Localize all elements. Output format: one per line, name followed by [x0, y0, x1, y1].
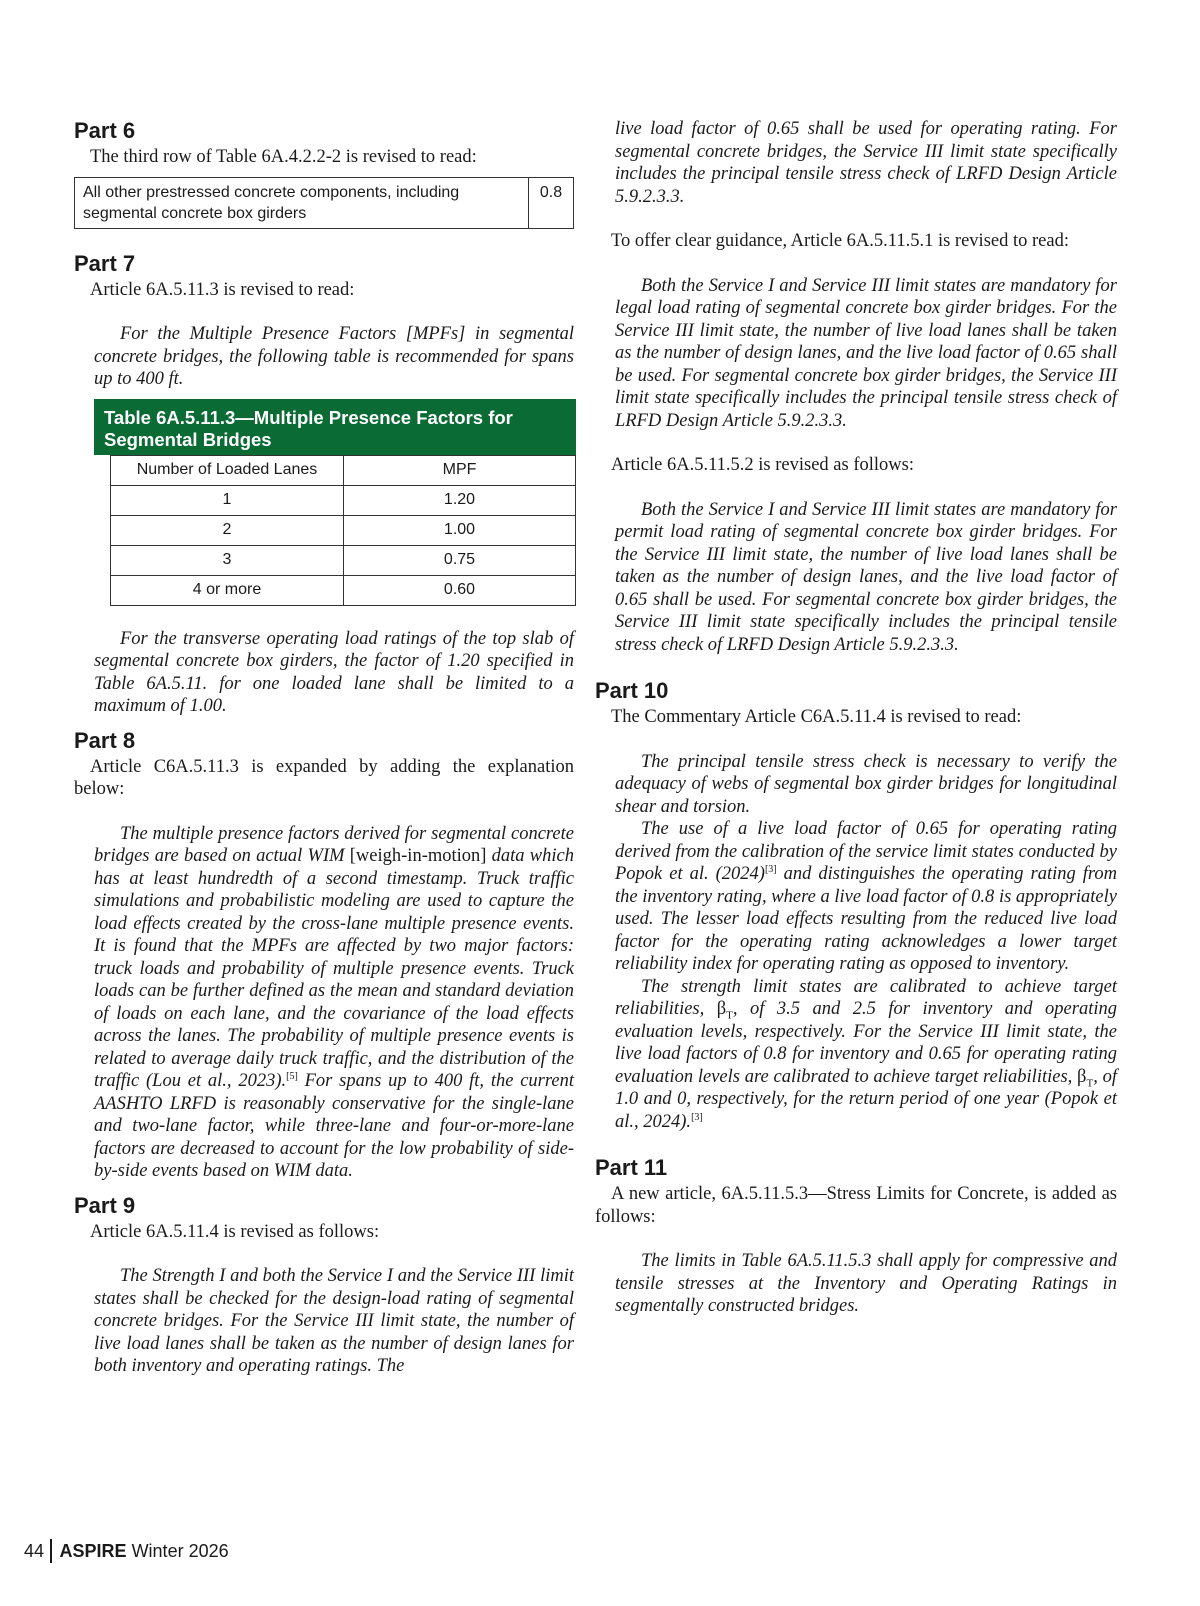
part10-intro: The Commentary Article C6A.5.11.4 is revised to read: — [611, 707, 1022, 727]
quote-text: The Strength I and both the Service I and the Service III limit states shall be checked for the design-load rating of segmental concrete bridges. For the Service III limit state, the number of live load lanes shall be taken as the number of design lanes for both inventory and operating ratings. The — [94, 1266, 574, 1376]
table-header-cell: MPF — [344, 455, 576, 485]
quote-text: data which has at least hundredth of a second timestamp. Truck traffic simulations and probabilistic modeling are used to capture the load effects created by the cross-lane multiple presence events. It is found that the MPFs are affected by two major factors: truck loads and probability of multiple presence events. Truck loads can be further defined as the mean and standard deviation of loads on each lane, and the covariance of the load effects across the lanes. The probability of multiple presence events is related to average daily truck traffic, and the distribution of the traffic (Lou et al., 2023). — [94, 846, 574, 1091]
part7-quote2 — [74, 628, 574, 718]
quote-text: Both the Service I and Service III limit states are mandatory for permit load rating of segmental concrete box girder bridges. For the Service III limit state, the number of live load lanes shall be taken as the number of design lanes, and the live load factor of 0.65 shall be used. For segmental concrete box girder bridges, the Service III limit state specifically includes the principal tensile stress check of LRFD Design Article 5.9.2.3.3. — [615, 499, 1117, 655]
part6-heading: Part 6 — [74, 118, 136, 143]
table-cell: 3 — [111, 545, 344, 575]
part10-commentary — [615, 751, 1117, 1134]
table-cell: 1.00 — [344, 515, 576, 545]
citation-ref: [3] — [764, 863, 777, 875]
part6-intro: The third row of Table 6A.4.2.2-2 is revised to read: — [90, 147, 477, 167]
part11-heading: Part 11 — [595, 1155, 668, 1180]
article-6a51152-intro: Article 6A.5.11.5.2 is revised as follows: — [611, 455, 914, 475]
mpf-table — [110, 455, 576, 606]
part9-intro: Article 6A.5.11.4 is revised as follows: — [90, 1221, 380, 1242]
beta-symbol: β — [1077, 1066, 1087, 1087]
part10-heading: Part 10 — [595, 678, 669, 703]
part11-quote — [615, 1250, 1117, 1318]
beta-symbol: β — [716, 999, 727, 1019]
quote-text: [weigh-in-motion] — [349, 846, 487, 866]
page-number: 44 — [24, 1541, 45, 1561]
quote-text: The strength limit states are calibrated to achieve target reliabilities, — [615, 976, 1117, 1019]
part9-quote — [74, 1265, 574, 1378]
quote-text: For spans up to 400 ft, the current AASHTO LRFD is reasonably conservative for the single-lane and two-lane factor, while three-lane and four-or-more-lane factors are decreased to account for the low probability of side-by-side events based on WIM data. — [94, 1071, 574, 1181]
quote-text: For the Multiple Presence Factors [MPFs] in segmental concrete bridges, the following table is recommended for spans up to 400 ft. — [94, 324, 574, 389]
beta-subscript: T — [726, 1009, 733, 1022]
part6-revised-row-table — [74, 177, 574, 229]
quote-text: For the transverse operating load ratings of the top slab of segmental concrete box girders, the factor of 1.20 specified in Table 6A.5.11. for one loaded lane shall be limited to a maximum of 1.00. — [94, 628, 574, 716]
mpf-table-title: Table 6A.5.11.3—Multiple Presence Factors for Segmental Bridges — [94, 399, 576, 455]
table-header-cell: Number of Loaded Lanes — [111, 455, 344, 485]
citation-ref: [5] — [286, 1070, 298, 1082]
continuation-quote: live load factor of 0.65 shall be used for operating rating. For segmental concrete bridges, the Service III limit state specifically includes the principal tensile stress check of LRFD Design Article 5.9.2.3.3. — [615, 119, 1117, 207]
table-cell: 1.20 — [344, 485, 576, 515]
commentary-paragraph: The principal tensile stress check is necessary to verify the adequacy of webs of segmental box girder bridges for longitudinal shear and torsion. — [615, 751, 1117, 817]
issue-label: Winter 2026 — [131, 1541, 229, 1561]
citation-ref: [3] — [691, 1111, 703, 1123]
part8-quote — [74, 823, 574, 1183]
table-row — [111, 485, 576, 515]
quote-text: The use of a live load factor of 0.65 for operating rating derived from the calibration of the service limit states conducted by Popok et al. (2024) — [615, 819, 1117, 884]
table-cell: 2 — [111, 515, 344, 545]
article-6a51152-quote — [615, 499, 1117, 657]
left-column — [74, 118, 574, 1378]
table-header-row — [111, 455, 576, 485]
part9-heading: Part 9 — [74, 1192, 136, 1218]
quote-text: The multiple presence factors derived for segmental concrete bridges are based on actual WIM — [94, 823, 574, 866]
table-cell: 0.8 — [529, 177, 574, 228]
table-row — [111, 575, 576, 605]
page-footer — [24, 1539, 229, 1563]
beta-subscript: T — [1086, 1077, 1094, 1090]
table-cell: All other prestressed concrete components, including segmental concrete box girders — [75, 177, 529, 228]
magazine-name: ASPIRE — [59, 1541, 127, 1561]
quote-text: The limits in Table 6A.5.11.5.3 shall apply for compressive and tensile stresses at the Inventory and Operating Ratings in segmentally constructed bridges. — [615, 1251, 1117, 1316]
quote-text: , of 1.0 and 0, respectively, for the return period of one year (Popok et al., 2024). — [615, 1066, 1117, 1132]
footer-divider — [50, 1539, 52, 1563]
quote-text: , of 3.5 and 2.5 for inventory and operating evaluation levels, respectively. For the Service III limit state, the live load factors of 0.8 for inventory and 0.65 for operating rating evaluation levels are calibrated to achieve target reliabilities, — [615, 999, 1117, 1087]
commentary-paragraph — [615, 818, 1117, 976]
table-row — [111, 545, 576, 575]
table-cell: 0.60 — [344, 575, 576, 605]
guidance-text: To offer clear guidance, Article 6A.5.11.5.1 is revised to read: — [611, 231, 1069, 251]
table-cell: 4 or more — [111, 575, 344, 605]
part8-heading: Part 8 — [74, 727, 136, 753]
table-row — [111, 515, 576, 545]
part11-intro: A new article, 6A.5.11.5.3—Stress Limits for Concrete, is added as follows: — [595, 1184, 1117, 1227]
quote-text: Both the Service I and Service III limit states are mandatory for legal load rating of segmental concrete box girder bridges. For the Service III limit state, the number of live load lanes shall be taken as the number of design lanes, and the live load factor of 0.65 shall be used. For segmental concrete box girder bridges, the Service III limit state specifically includes the principal tensile stress check of LRFD Design Article 5.9.2.3.3. — [615, 275, 1117, 431]
part7-intro: Article 6A.5.11.3 is revised to read: — [90, 279, 355, 300]
table-row — [75, 177, 574, 228]
mpf-table-block — [94, 399, 576, 606]
table-cell: 0.75 — [344, 545, 576, 575]
table-cell: 1 — [111, 485, 344, 515]
article-6a51151-quote — [615, 275, 1117, 433]
part7-quote — [74, 323, 574, 391]
part7-heading: Part 7 — [74, 250, 136, 276]
right-column — [595, 118, 1118, 1318]
part8-intro: Article C6A.5.11.3 is expanded by adding the explanation below: — [74, 756, 574, 799]
commentary-paragraph — [615, 976, 1117, 1134]
quote-text: and distinguishes the operating rating from the inventory rating, where a live load factor of 0.8 is appropriately used. The lesser load effects resulting from the reduced live load factor for the operating rating acknowledges a lower target reliability index for operating rating as opposed to inventory. — [615, 864, 1118, 974]
